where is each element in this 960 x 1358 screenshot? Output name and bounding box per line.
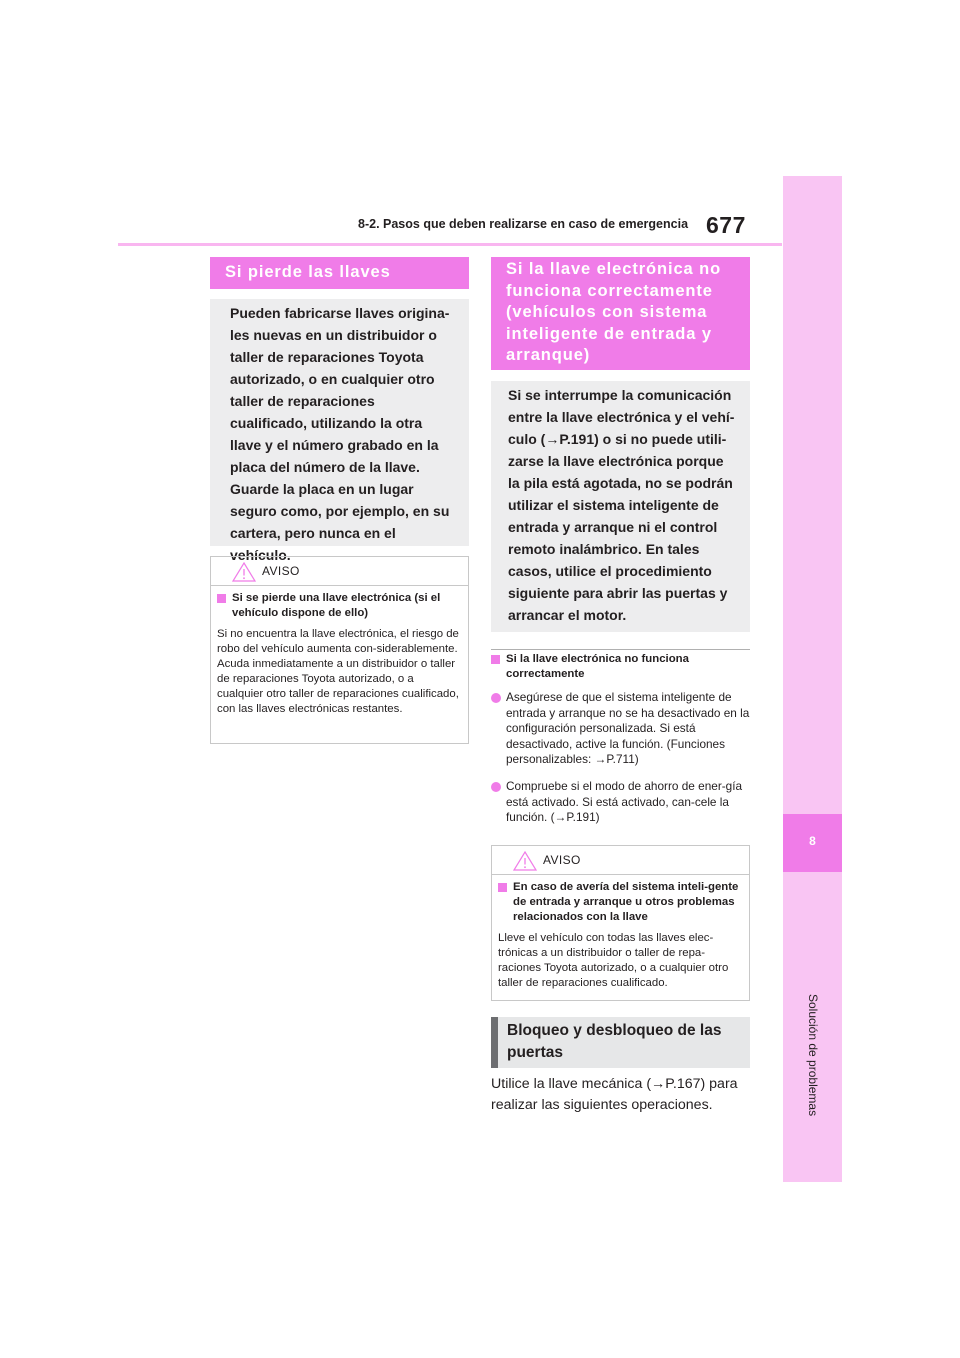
warning-label: AVISO — [262, 564, 300, 578]
section-title-key-malfunction: Si la llave electrónica no funciona correctamente (vehículos con sistema inteligente de entrada y arranque) — [491, 257, 750, 370]
warning-title-text: En caso de avería del sistema inteli-gente de entrada y arranque u otros problemas relacionados con la llave — [513, 881, 739, 923]
summary-box-key-malfunction: Si se interrumpe la comunicación entre la llave electrónica y el vehí-culo (→P.191) o si no puede utili-zarse la llave electrónica porque la pila está agotada, no se podrán utilizar el sistema inteligente de entrada y arranque ni el control remoto inalámbrico. En tales casos, utilice el procedimiento siguiente para abrir las puertas y arrancar el motor. — [491, 381, 750, 632]
summary-box-lost-keys: Pueden fabricarse llaves origina-les nuevas en un distribuidor o taller de reparaciones Toyota autorizado, o en cualquier otro taller de reparaciones cualificado, utilizando la otra llave y el número grabado en la placa del número de la llave. Guarde la placa en un lugar seguro como, por ejemplo, en su cartera, pero nunca en el vehículo. — [210, 299, 469, 546]
warning-body — [492, 875, 749, 991]
subheading — [491, 652, 750, 682]
chapter-title: Solución de problemas — [806, 994, 820, 1117]
bullet-text: Compruebe si el modo de ahorro de ener-gía está activado. Si está activado, can-cele la función. (→P.191) — [506, 779, 743, 824]
subheading-rule — [491, 649, 750, 650]
chapter-number: 8 — [809, 834, 816, 848]
bullet-text: Asegúrese de que el sistema inteligente de entrada y arranque no se ha desactivado en la configuración personalizada. Si está desactivado, active la función. (Funciones personalizables: →P.711) — [506, 690, 750, 766]
warning-triangle-icon — [513, 851, 537, 871]
header-rule — [118, 243, 782, 246]
warning-title-text: Si se pierde una llave electrónica (si el vehículo dispone de ello) — [232, 592, 441, 619]
warning-header — [211, 557, 468, 586]
page-number: 677 — [706, 212, 746, 238]
warning-text: Si no encuentra la llave electrónica, el riesgo de robo del vehículo aumenta con-siderablemente. Acuda inmediatamente a un distribuidor o taller de reparaciones Toyota autorizado, o a cualquier otro taller de reparaciones cualificado, con las llaves electrónicas restantes. — [217, 628, 459, 715]
bullet-item — [491, 779, 750, 826]
warning-body — [211, 586, 468, 717]
pink-dot-icon — [491, 693, 501, 703]
warning-title — [217, 591, 460, 621]
warning-box-system-failure — [491, 845, 750, 1001]
warning-triangle-icon — [232, 562, 256, 582]
section-title-lost-keys: Si pierde las llaves — [210, 257, 469, 289]
pink-square-icon — [491, 655, 500, 664]
warning-text: Lleve el vehículo con todas las llaves elec-trónicas a un distribuidor o taller de repa-raciones Toyota autorizado, o a cualquier otro taller de reparaciones cualificado. — [498, 932, 729, 989]
running-header: 8-2. Pasos que deben realizarse en caso de emergencia — [358, 217, 689, 231]
section-title-locking: Bloqueo y desbloqueo de las puertas — [491, 1017, 750, 1068]
pink-square-icon — [498, 883, 507, 892]
bullet-item — [491, 690, 750, 768]
warning-header — [492, 846, 749, 875]
warning-box-lost-key — [210, 556, 469, 744]
pink-dot-icon — [491, 782, 501, 792]
warning-label: AVISO — [543, 853, 581, 867]
body-paragraph: Utilice la llave mecánica (→P.167) para realizar las siguientes operaciones. — [491, 1076, 738, 1113]
subheading-text: Si la llave electrónica no funciona correctamente — [506, 653, 689, 680]
pink-square-icon — [217, 594, 226, 603]
warning-title — [498, 880, 741, 925]
